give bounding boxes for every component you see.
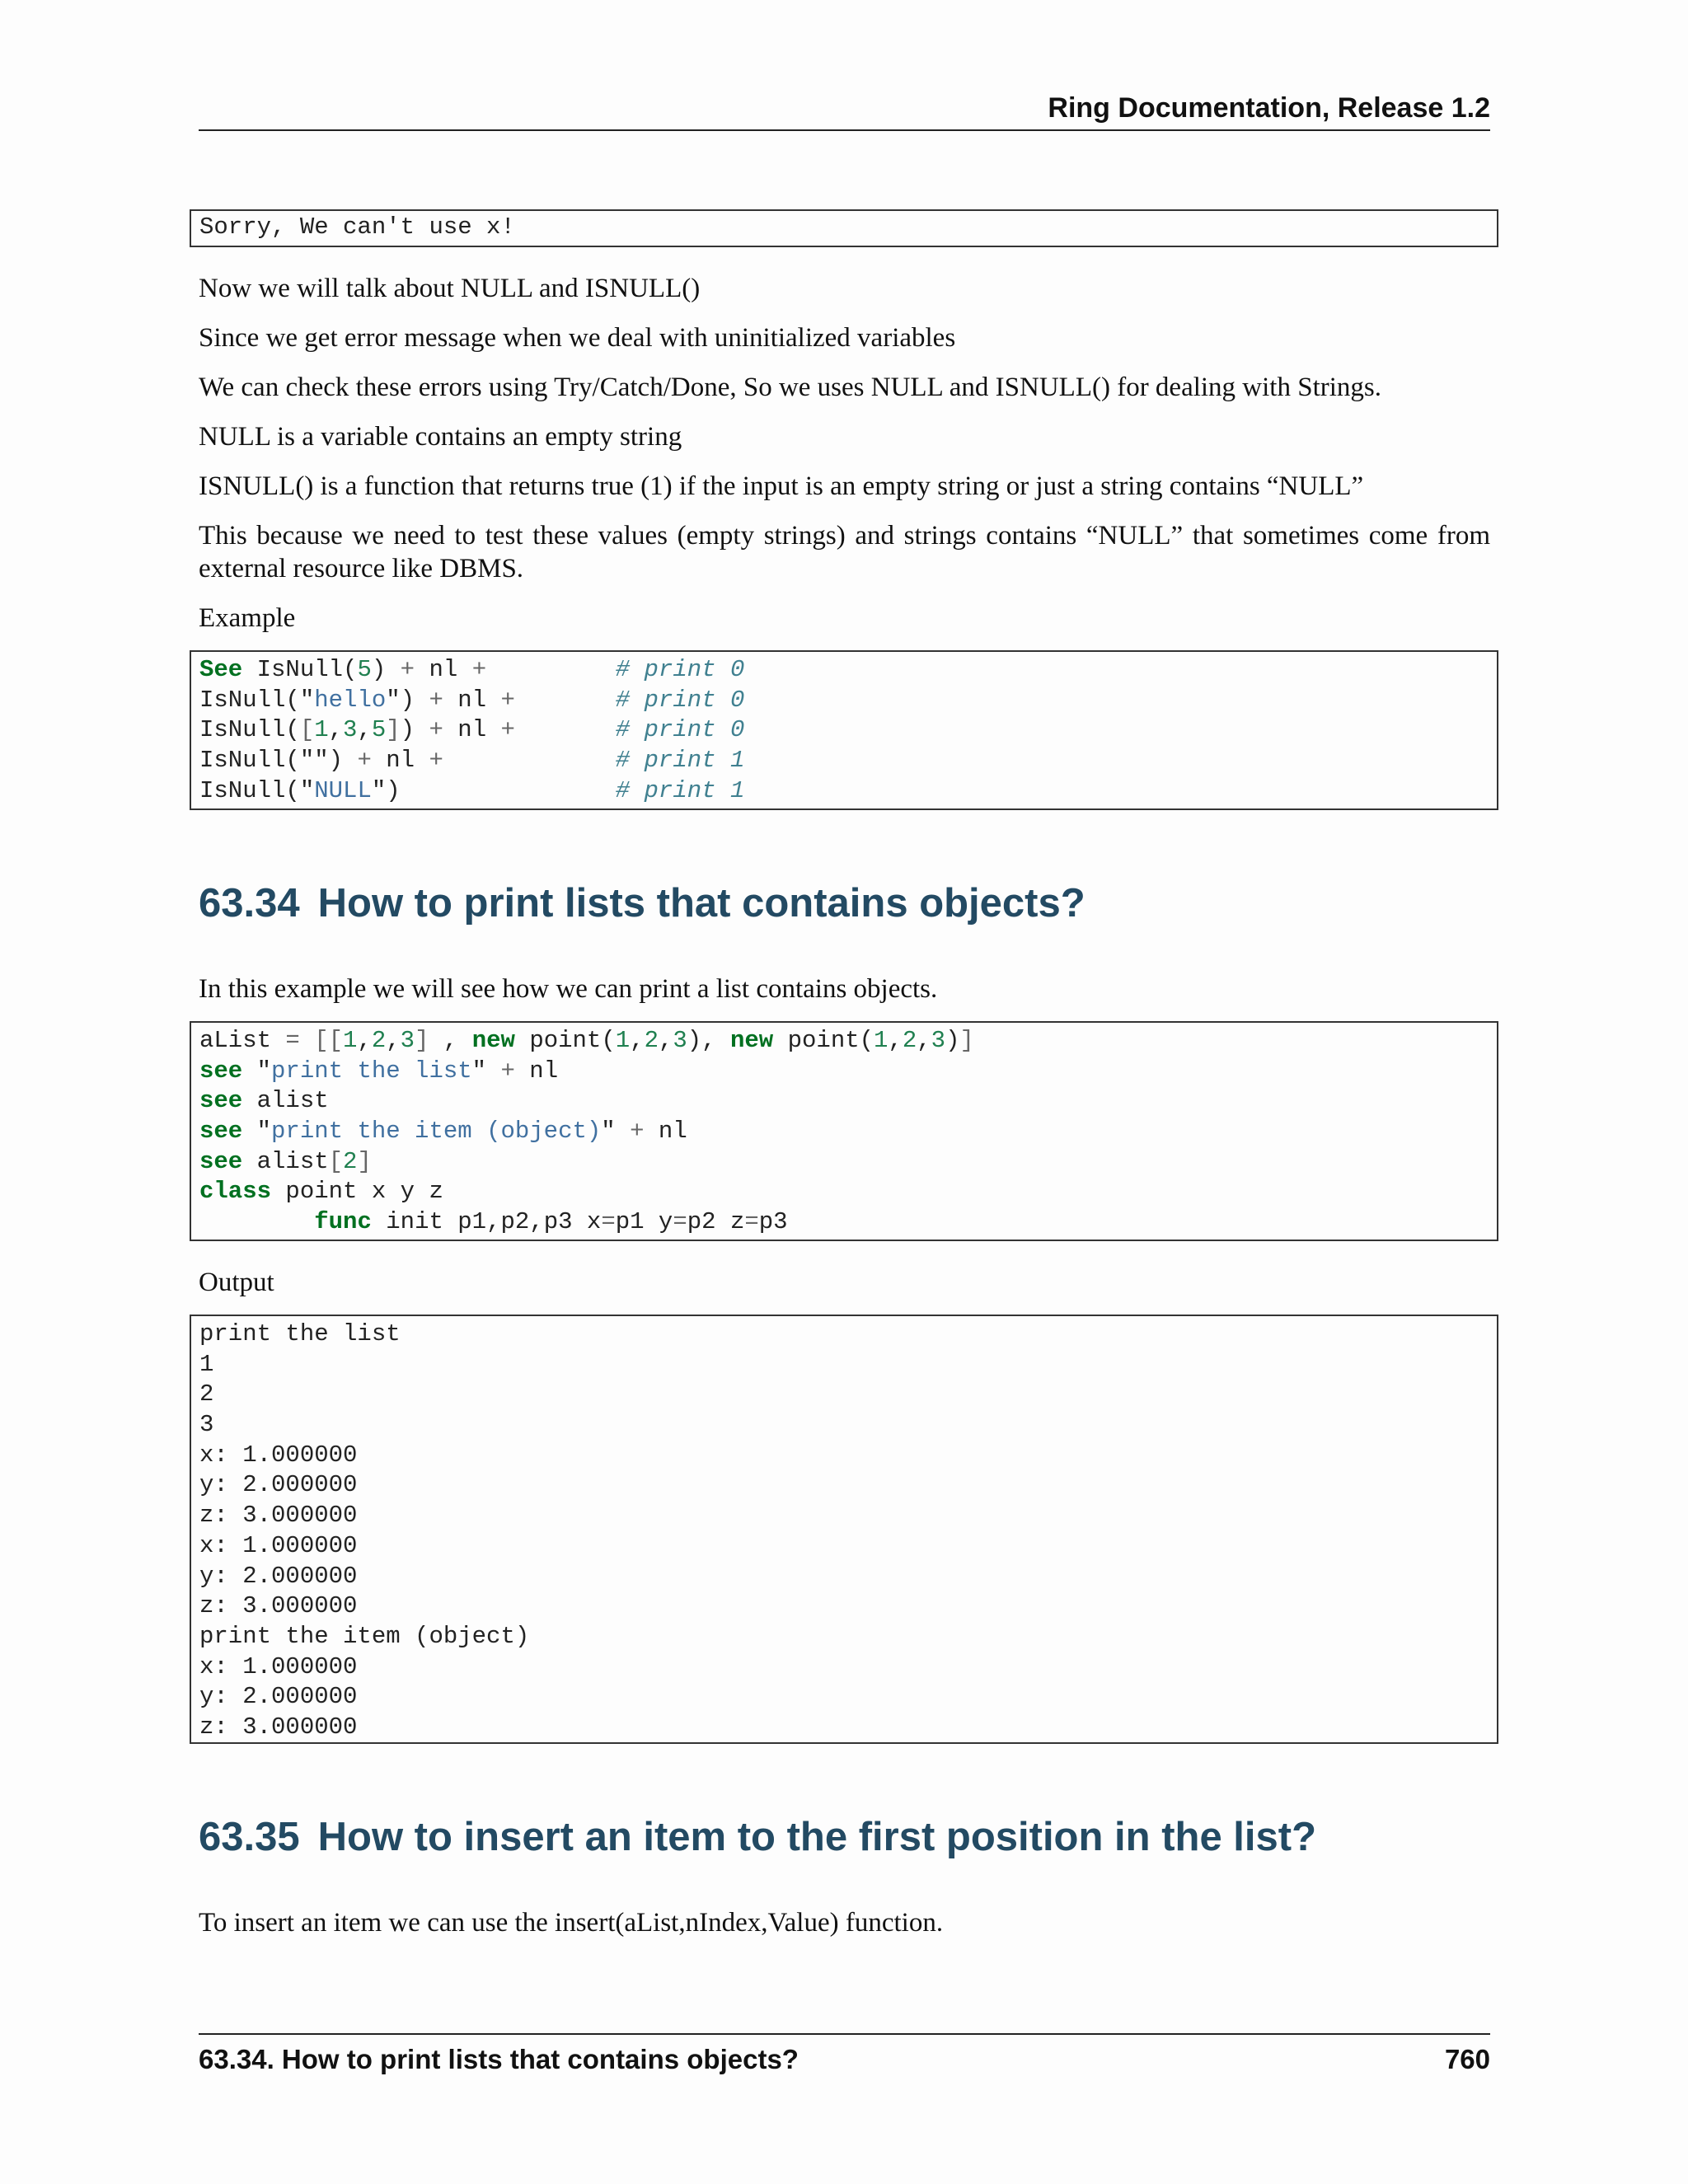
code-block-isnull bbox=[190, 650, 1498, 810]
code-block-error bbox=[190, 209, 1498, 247]
footer-rule bbox=[199, 2033, 1490, 2035]
header-rule bbox=[199, 129, 1490, 131]
code-block-list-objects bbox=[190, 1021, 1498, 1241]
paragraph: In this example we will see how we can print a list contains objects. bbox=[199, 974, 938, 1004]
section-title: How to insert an item to the first position in the list? bbox=[317, 1815, 1317, 1859]
code-line: IsNull("hello") + nl + # print 0 bbox=[199, 686, 745, 714]
code-line: IsNull([1,3,5]) + nl + # print 0 bbox=[199, 716, 745, 744]
code-line: y: 2.000000 bbox=[199, 1471, 358, 1499]
section-heading-63-35 bbox=[199, 1814, 1490, 1860]
code-line: see alist bbox=[199, 1087, 329, 1115]
section-title: How to print lists that contains objects? bbox=[317, 881, 1085, 926]
section-number: 63.34 bbox=[199, 881, 300, 926]
code-line: 3 bbox=[199, 1411, 214, 1439]
code-line: IsNull("") + nl + # print 1 bbox=[199, 747, 745, 775]
paragraph: We can check these errors using Try/Catch/Done, So we uses NULL and ISNULL() for dealing with Strings. bbox=[199, 373, 1382, 402]
running-header: Ring Documentation, Release 1.2 bbox=[1048, 92, 1490, 124]
code-line: see "print the item (object)" + nl bbox=[199, 1118, 687, 1146]
code-line: see alist[2] bbox=[199, 1147, 372, 1175]
code-line: 2 bbox=[199, 1380, 214, 1408]
code-line: 1 bbox=[199, 1350, 214, 1378]
paragraph: NULL is a variable contains an empty string bbox=[199, 422, 682, 452]
paragraph: ISNULL() is a function that returns true (1) if the input is an empty string or just a string contains “NULL” bbox=[199, 471, 1364, 501]
section-heading-63-34 bbox=[199, 880, 1490, 926]
code-line: aList = [[1,2,3] , new point(1,2,3), new point(1,2,3)] bbox=[199, 1027, 974, 1054]
footer-section: 63.34. How to print lists that contains objects? bbox=[199, 2044, 799, 2074]
code-line: x: 1.000000 bbox=[199, 1531, 358, 1559]
running-footer bbox=[199, 2044, 1490, 2075]
paragraph-output-label: Output bbox=[199, 1268, 274, 1297]
code-line: y: 2.000000 bbox=[199, 1562, 358, 1590]
paragraph: Now we will talk about NULL and ISNULL() bbox=[199, 274, 701, 303]
code-block-output bbox=[190, 1315, 1498, 1744]
code-line: func init p1,p2,p3 x=p1 y=p2 z=p3 bbox=[314, 1208, 788, 1236]
section-number: 63.35 bbox=[199, 1815, 300, 1859]
code-line: y: 2.000000 bbox=[199, 1683, 358, 1711]
code-line: z: 3.000000 bbox=[199, 1592, 358, 1620]
paragraph-example-label: Example bbox=[199, 603, 296, 633]
paragraph: This because we need to test these values (empty strings) and strings contains “NULL” that sometimes come from external resource like DBMS. bbox=[199, 521, 1490, 583]
code-line: print the list bbox=[199, 1320, 401, 1347]
code-line: See IsNull(5) + nl + # print 0 bbox=[199, 656, 745, 683]
code-line: see "print the list" + nl bbox=[199, 1057, 559, 1085]
page-number: 760 bbox=[1444, 2044, 1490, 2074]
code-line: z: 3.000000 bbox=[199, 1713, 358, 1741]
code-line: print the item (object) bbox=[199, 1622, 530, 1650]
code-line: IsNull("NULL") # print 1 bbox=[199, 776, 745, 804]
paragraph: To insert an item we can use the insert(aList,nIndex,Value) function. bbox=[199, 1908, 944, 1938]
code-line: class point x y z bbox=[199, 1178, 443, 1206]
code-line: x: 1.000000 bbox=[199, 1652, 358, 1680]
paragraph: Since we get error message when we deal with uninitialized variables bbox=[199, 323, 956, 353]
code-line: z: 3.000000 bbox=[199, 1502, 358, 1530]
code-line: x: 1.000000 bbox=[199, 1441, 358, 1469]
code-line: Sorry, We can't use x! bbox=[199, 213, 515, 241]
